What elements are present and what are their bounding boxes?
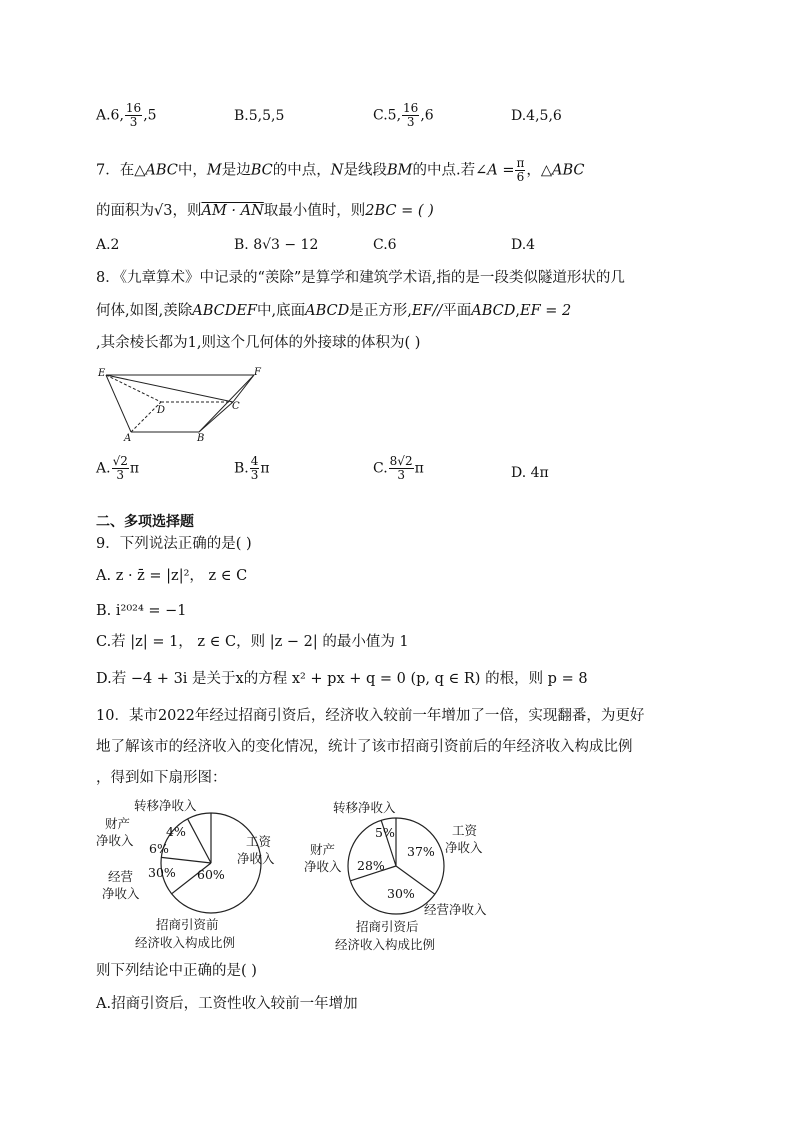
q6-a-pre: A.6, (96, 107, 124, 124)
pie-before-label-transfer: 转移净收入 (134, 798, 197, 813)
text: 取最小值时，则 (263, 203, 366, 219)
numerator: 16 (125, 101, 142, 115)
q10-option-a: A.招商引资后，工资性收入较前一年增加 (96, 996, 358, 1012)
q8-option-b (234, 455, 270, 482)
text: B. (234, 460, 249, 477)
pie-after-label-transfer: 转移净收入 (333, 800, 396, 815)
text: , (515, 303, 520, 319)
q7-option-d: D.4 (511, 237, 536, 253)
pie-after-caption-1: 招商引资后 (356, 919, 419, 934)
numerator: 16 (403, 101, 419, 115)
vertex-label-d: D (157, 405, 166, 416)
pie-before-caption-2: 经济收入构成比例 (135, 935, 236, 950)
q6-option-d: D.4,5,6 (511, 108, 562, 124)
math: BM (386, 162, 413, 179)
q8-line3: ,其余棱长都为1,则这个几何体的外接球的体积为( ) (96, 335, 421, 351)
denominator: 3 (397, 468, 405, 482)
pie-before-caption-1: 招商引资前 (156, 917, 219, 932)
q8-line1: 8．《九章算术》中记录的“羡除”是算学和建筑学术语,指的是一段类似隧道形状的几 (96, 270, 625, 286)
q9-option-b: B. i²⁰²⁴ = −1 (96, 603, 187, 619)
math: ABCD (471, 303, 516, 319)
math: N (330, 162, 344, 179)
vertex-label-a: A (124, 433, 132, 444)
pie-before-divider-4 (188, 819, 211, 863)
fraction (250, 455, 260, 482)
q6-a-post: ,5 (143, 107, 157, 124)
text: C. (373, 460, 388, 477)
pie-before-divider-3 (161, 857, 211, 863)
text: 中,底面 (256, 303, 306, 319)
vertex-label-c: C (232, 401, 240, 412)
numerator: 8√2 (389, 454, 413, 468)
math: √3 (154, 203, 173, 219)
q7-line2 (96, 201, 434, 221)
q8-option-d: D. 4π (511, 465, 549, 481)
q6-c-pre: C.5, (373, 107, 402, 124)
edge-ed-hidden (106, 375, 161, 402)
edge-bc (199, 402, 233, 432)
pie-chart-before (96, 798, 296, 958)
numerator: √2 (112, 454, 128, 468)
math: 2BC = ( ) (365, 203, 434, 219)
q10-line3: ，得到如下扇形图： (96, 770, 227, 786)
text: 是正方形, (349, 303, 412, 319)
denominator: 3 (406, 115, 415, 129)
pie-after-label-business: 经营净收入 (424, 902, 487, 917)
text: π (414, 460, 424, 477)
q8-line2 (96, 301, 571, 321)
text: 平面 (442, 303, 472, 319)
q7-line1 (96, 157, 585, 184)
denominator: 3 (250, 468, 259, 482)
pie-before-label-wage-2: 净收入 (237, 851, 275, 866)
tunnel-solid-figure (96, 365, 268, 447)
text: 中， (177, 162, 207, 179)
text: ， (526, 162, 541, 179)
fraction (389, 455, 414, 482)
pie-before-label-property-2: 净收入 (96, 833, 134, 848)
edge-fb (199, 375, 254, 432)
pie-before-label-wage-1: 工资 (246, 834, 272, 849)
denominator: 3 (129, 115, 138, 129)
math: EF = 2 (519, 303, 572, 319)
vertex-label-f: F (254, 367, 261, 378)
pie-after-caption-2: 经济收入构成比例 (335, 937, 436, 952)
pie-after-label-wage-2: 净收入 (445, 840, 483, 855)
pie-after-label-property-1: 财产 (310, 842, 336, 857)
section-heading: 二、多项选择题 (96, 514, 194, 530)
vertex-label-b: B (197, 433, 205, 444)
math: ∠A = (475, 162, 515, 179)
pie-before-label-property-1: 财产 (105, 816, 131, 831)
pie-chart-after (300, 798, 510, 958)
denominator: 6 (516, 170, 525, 184)
fraction (112, 455, 129, 482)
math: EF// (411, 303, 443, 319)
pie-before-pct-property: 6% (149, 841, 169, 856)
q9-option-d: D.若 −4 + 3i 是关于x的方程 x² + px + q = 0 (p, q ∈ R) 的根，则 p = 8 (96, 671, 588, 687)
q10-conclusion: 则下列结论中正确的是( ) (96, 963, 257, 979)
text: 7．在 (96, 162, 135, 179)
q8-option-c (373, 455, 424, 482)
text: 的中点， (272, 162, 331, 179)
q9-option-a: A. z · z̄ = |z|²， z ∈ C (96, 568, 248, 584)
math: BC (250, 162, 273, 179)
q6-c-post: ,6 (420, 107, 434, 124)
pie-after-pct-wage: 37% (407, 844, 435, 859)
q6-option-c (373, 102, 434, 129)
pie-after-pct-property: 28% (357, 858, 385, 873)
edge-ec (106, 375, 233, 402)
edge-ea (106, 375, 131, 432)
text: 的中点.若 (412, 162, 476, 179)
pie-before-label-business-1: 经营 (108, 869, 134, 884)
fraction (515, 157, 525, 184)
math: △ABC (134, 162, 178, 179)
pie-after-label-property-2: 净收入 (304, 859, 342, 874)
fraction (125, 102, 142, 129)
q7-option-a: A.2 (96, 237, 120, 253)
text: A. (96, 460, 111, 477)
text: ，则 (172, 203, 202, 219)
q10-line2: 地了解该市的经济收入的变化情况，统计了该市招商引资前后的年经济收入构成比例 (96, 739, 633, 755)
numerator: 4 (250, 454, 259, 468)
q10-line1: 10．某市2022年经过招商引资后，经济收入较前一年增加了一倍，实现翻番，为更好 (96, 708, 645, 724)
text: π (129, 460, 140, 477)
vertex-label-e: E (98, 368, 106, 379)
text: 是边 (221, 162, 251, 179)
pie-before-pct-wage: 60% (197, 867, 225, 882)
text: π (260, 460, 270, 477)
math: △ABC (540, 162, 585, 179)
text: 是线段 (343, 162, 387, 179)
text: 的面积为 (96, 203, 154, 219)
math: ABCDEF (192, 303, 257, 319)
edge-fc (233, 375, 254, 402)
text: 何体,如图,羡除 (96, 303, 193, 319)
pie-after-label-wage-1: 工资 (452, 823, 478, 838)
math: M (206, 162, 222, 179)
math: ABCD (305, 303, 350, 319)
q9-option-c: C.若 |z| = 1， z ∈ C，则 |z − 2| 的最小值为 1 (96, 634, 409, 650)
q7-option-c: C.6 (373, 237, 397, 253)
q7-option-b: B. 8√3 − 12 (234, 237, 319, 253)
q8-option-a (96, 455, 139, 482)
pie-before-pct-business: 30% (148, 865, 176, 880)
vector-expression: AM · AN (201, 203, 264, 219)
numerator: π (516, 156, 525, 170)
pie-after-pct-transfer: 5% (375, 825, 395, 840)
q6-option-b: B.5,5,5 (234, 108, 285, 124)
fraction (402, 102, 419, 129)
pie-after-pct-business: 30% (387, 886, 415, 901)
denominator: 3 (116, 468, 125, 482)
pie-before-pct-transfer: 4% (166, 824, 186, 839)
q9-stem: 9．下列说法正确的是( ) (96, 536, 252, 552)
pie-before-label-business-2: 净收入 (102, 886, 140, 901)
q6-option-a (96, 102, 157, 129)
